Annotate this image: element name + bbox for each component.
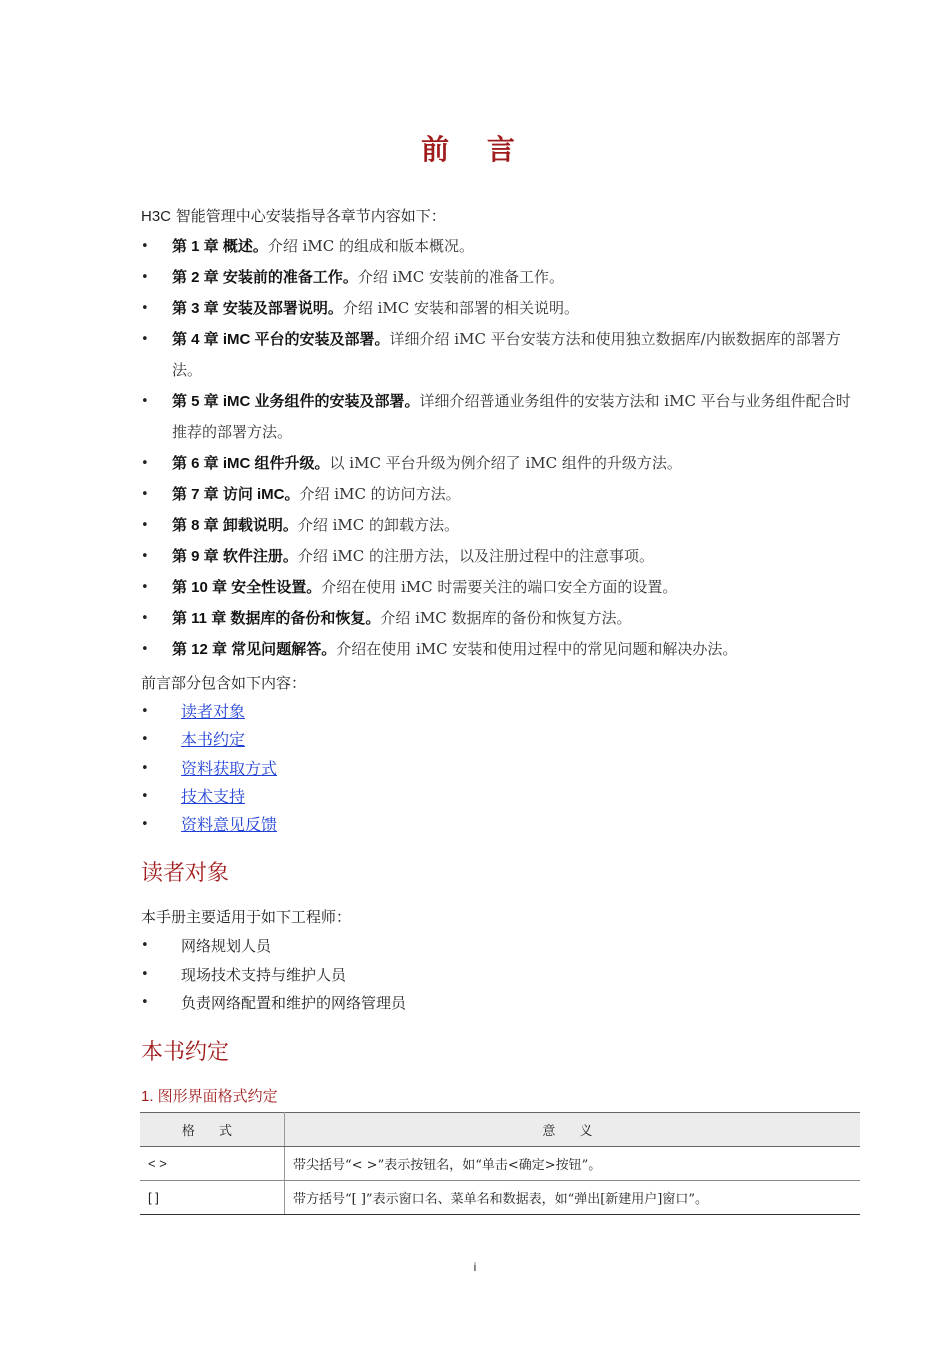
chapter-item bbox=[141, 324, 861, 386]
chapter-item bbox=[141, 386, 861, 448]
chapter-title: 第 9 章 软件注册。 bbox=[172, 548, 298, 565]
toc-link-readers[interactable]: 读者对象 bbox=[181, 702, 246, 721]
chapter-desc: 介绍在使用 iMC 安装和使用过程中的常见问题和解决办法。 bbox=[336, 640, 738, 658]
toc-item bbox=[141, 783, 277, 811]
table-row bbox=[140, 1181, 860, 1215]
chapter-desc: 以 iMC 平台升级为例介绍了 iMC 组件的升级方法。 bbox=[329, 454, 682, 472]
toc-link-conventions[interactable]: 本书约定 bbox=[181, 730, 246, 750]
table-cell-format: [ ] bbox=[140, 1181, 285, 1215]
intro-brand: H3C bbox=[141, 208, 172, 225]
table-row bbox=[140, 1147, 860, 1181]
table-cell-meaning: 带尖括号“< >”表示按钮名，如“单击<确定>按钮”。 bbox=[285, 1147, 861, 1181]
readers-item: • 网络规划人员 bbox=[141, 932, 406, 961]
toc-item bbox=[141, 726, 277, 754]
table-header-format: 格 式 bbox=[140, 1113, 285, 1147]
chapter-item bbox=[141, 572, 861, 603]
chapter-title: 第 2 章 安装前的准备工作。 bbox=[172, 269, 358, 286]
chapter-title: 第 10 章 安全性设置。 bbox=[172, 579, 322, 596]
chapter-desc: 介绍 iMC 安装和部署的相关说明。 bbox=[342, 299, 580, 317]
intro-text bbox=[141, 205, 446, 226]
readers-list bbox=[141, 932, 406, 1018]
chapter-title: 第 6 章 iMC 组件升级。 bbox=[172, 455, 330, 472]
chapter-desc: 介绍 iMC 数据库的备份和恢复方法。 bbox=[380, 609, 632, 627]
page-number: i bbox=[473, 1260, 477, 1274]
chapter-desc: 介绍 iMC 的访问方法。 bbox=[299, 485, 461, 503]
toc-item bbox=[141, 811, 277, 839]
toc-link-support[interactable]: 技术支持 bbox=[181, 786, 246, 806]
conventions-table bbox=[140, 1112, 860, 1215]
table-cell-format: < > bbox=[140, 1147, 285, 1181]
chapter-desc: 介绍 iMC 的注册方法，以及注册过程中的注意事项。 bbox=[297, 547, 655, 565]
readers-item: • 现场技术支持与维护人员 bbox=[141, 961, 406, 990]
chapter-title: 第 7 章 访问 iMC。 bbox=[172, 486, 300, 503]
chapter-desc: 介绍在使用 iMC 时需要关注的端口安全方面的设置。 bbox=[321, 578, 678, 596]
readers-heading: 读者对象 bbox=[141, 861, 230, 886]
conventions-heading: 本书约定 bbox=[141, 1040, 230, 1065]
toc-link-documentation[interactable]: 资料获取方式 bbox=[181, 758, 278, 778]
chapter-desc: 介绍 iMC 的卸载方法。 bbox=[297, 516, 460, 534]
chapter-item bbox=[141, 231, 861, 262]
chapter-title: 第 12 章 常见问题解答。 bbox=[172, 641, 337, 658]
chapter-desc: 介绍 iMC 安装前的准备工作。 bbox=[357, 268, 565, 286]
table-cell-meaning: 带方括号“[ ]”表示窗口名、菜单名和数据表，如“弹出[新建用户]窗口”。 bbox=[285, 1181, 861, 1215]
table-header-meaning: 意 义 bbox=[285, 1113, 861, 1147]
preface-intro: 前言部分包含如下内容： bbox=[141, 674, 307, 692]
chapter-desc: 详细介绍普通业务组件的安装方法和 iMC 平台与业务组件配合时推荐的部署方法。 bbox=[172, 392, 851, 441]
chapter-title: 第 11 章 数据库的备份和恢复。 bbox=[172, 610, 381, 627]
chapter-item bbox=[141, 541, 861, 572]
readers-item: • 负责网络配置和维护的网络管理员 bbox=[141, 989, 406, 1018]
chapter-item bbox=[141, 634, 861, 665]
chapter-desc: 介绍 iMC 的组成和版本概况。 bbox=[267, 237, 475, 255]
intro-body: 智能管理中心安装指导各章节内容如下： bbox=[171, 207, 446, 225]
chapter-item bbox=[141, 293, 861, 324]
gui-conventions-subheading: 1. 图形界面格式约定 bbox=[141, 1088, 278, 1105]
toc-item bbox=[141, 755, 277, 783]
chapter-title: 第 3 章 安装及部署说明。 bbox=[172, 300, 343, 317]
chapter-list bbox=[141, 231, 861, 665]
chapter-title: 第 4 章 iMC 平台的安装及部署。 bbox=[172, 331, 390, 348]
toc-item bbox=[141, 698, 277, 726]
page-title: 前 言 bbox=[421, 133, 529, 166]
chapter-desc: 详细介绍 iMC 平台安装方法和使用独立数据库/内嵌数据库的部署方法。 bbox=[172, 330, 841, 379]
chapter-item bbox=[141, 479, 861, 510]
readers-intro: 本手册主要适用于如下工程师： bbox=[141, 908, 352, 926]
chapter-item bbox=[141, 262, 861, 293]
toc-list bbox=[141, 698, 277, 839]
chapter-item bbox=[141, 448, 861, 479]
table-header-row bbox=[140, 1113, 860, 1147]
chapter-title: 第 8 章 卸载说明。 bbox=[172, 517, 298, 534]
chapter-item bbox=[141, 510, 861, 541]
chapter-title: 第 1 章 概述。 bbox=[172, 238, 268, 255]
chapter-item bbox=[141, 603, 861, 634]
toc-link-feedback[interactable]: 资料意见反馈 bbox=[181, 815, 278, 835]
chapter-title: 第 5 章 iMC 业务组件的安装及部署。 bbox=[172, 393, 420, 410]
